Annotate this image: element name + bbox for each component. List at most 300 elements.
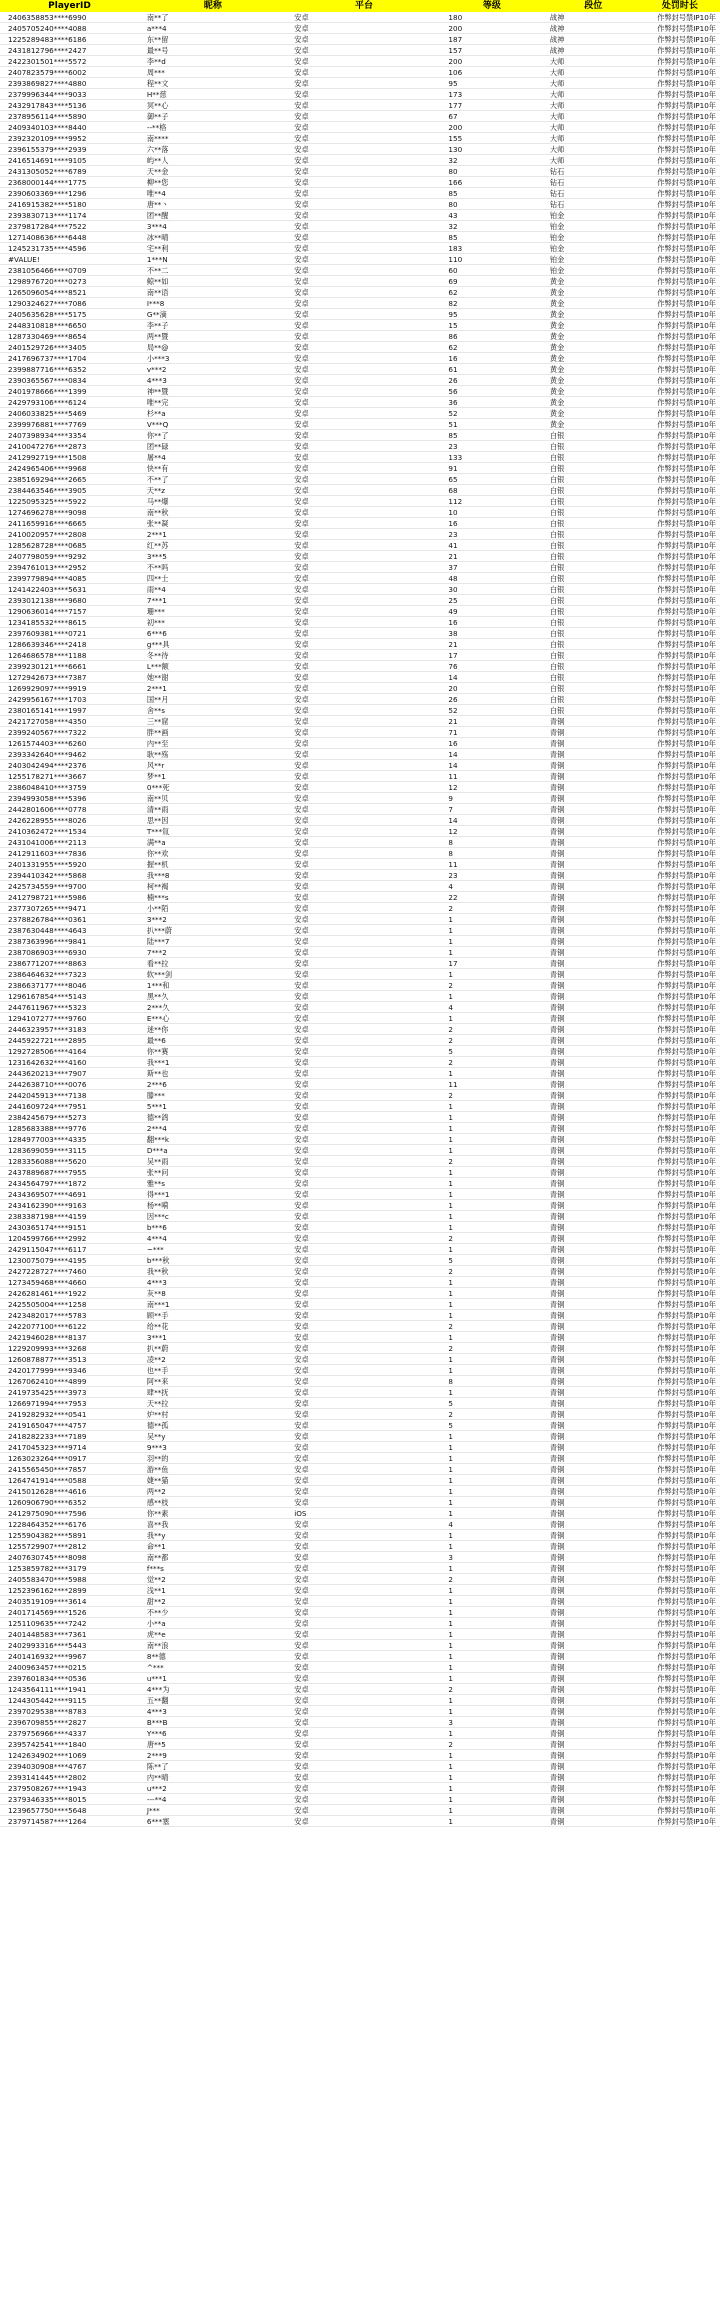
- cell-platform: 安卓: [294, 1377, 309, 1386]
- cell-rank: 白银: [549, 486, 565, 495]
- cell-rank: 白银: [549, 673, 565, 682]
- cell-nickname: u***1: [146, 1674, 167, 1683]
- cell-level: 1: [448, 1135, 453, 1144]
- cell-player-id: 2412911603****7836: [8, 849, 87, 858]
- cell-level: 1: [448, 1245, 453, 1254]
- cell-nickname: 柳**您: [146, 178, 169, 187]
- cell-platform: 安卓: [294, 343, 309, 352]
- table-row: [0, 1178, 720, 1189]
- table-row: [0, 617, 720, 628]
- cell-player-id: 2379996344****9033: [8, 90, 87, 99]
- cell-rank: 青铜: [549, 1289, 565, 1298]
- cell-platform: 安卓: [294, 1784, 309, 1793]
- cell-platform: 安卓: [294, 772, 309, 781]
- cell-nickname: 8**德: [146, 1652, 166, 1661]
- cell-nickname: 南**贝: [146, 794, 169, 803]
- cell-player-id: 2390603369****1296: [8, 189, 87, 198]
- cell-level: 71: [448, 728, 458, 737]
- cell-nickname: 3***5: [146, 552, 167, 561]
- cell-nickname: 李**d: [146, 57, 166, 66]
- cell-penalty: 作弊封号禁IP10年: [657, 1553, 716, 1562]
- cell-rank: 青铜: [549, 1157, 565, 1166]
- cell-penalty: 作弊封号禁IP10年: [657, 519, 716, 528]
- cell-platform: 安卓: [294, 519, 309, 528]
- table-row: [0, 584, 720, 595]
- cell-player-id: 2393869827****4880: [8, 79, 87, 88]
- cell-rank: 青铜: [549, 992, 565, 1001]
- table-row: [0, 386, 720, 397]
- cell-rank: 青铜: [549, 1520, 565, 1529]
- cell-player-id: 1271408636****6448: [8, 233, 87, 242]
- cell-rank: 白银: [549, 519, 565, 528]
- cell-penalty: 作弊封号禁IP10年: [657, 1542, 716, 1551]
- cell-platform: 安卓: [294, 1333, 309, 1342]
- cell-platform: 安卓: [294, 794, 309, 803]
- cell-rank: 白银: [549, 475, 565, 484]
- cell-nickname: 胖**画: [146, 728, 169, 737]
- cell-platform: 安卓: [294, 1432, 309, 1441]
- cell-level: 60: [448, 266, 458, 275]
- cell-rank: 白银: [549, 607, 565, 616]
- cell-rank: 战神: [549, 35, 565, 44]
- cell-player-id: 2377307265****9471: [8, 904, 87, 913]
- cell-penalty: 作弊封号禁IP10年: [657, 1806, 716, 1815]
- cell-player-id: 1269929097****9919: [8, 684, 87, 693]
- cell-penalty: 作弊封号禁IP10年: [657, 838, 716, 847]
- cell-platform: 安卓: [294, 442, 309, 451]
- cell-platform: 安卓: [294, 860, 309, 869]
- cell-player-id: 2405583470****5988: [8, 1575, 87, 1584]
- cell-penalty: 作弊封号禁IP10年: [657, 211, 716, 220]
- table-row: [0, 353, 720, 364]
- cell-rank: 青铜: [549, 1597, 565, 1606]
- table-row: [0, 210, 720, 221]
- cell-rank: 青铜: [549, 772, 565, 781]
- cell-nickname: 张**问: [146, 1168, 169, 1177]
- cell-penalty: 作弊封号禁IP10年: [657, 145, 716, 154]
- table-row: [0, 1761, 720, 1772]
- cell-level: 1: [448, 1509, 453, 1518]
- cell-penalty: 作弊封号禁IP10年: [657, 585, 716, 594]
- cell-penalty: 作弊封号禁IP10年: [657, 1707, 716, 1716]
- cell-rank: 青铜: [549, 1377, 565, 1386]
- table-row: [0, 23, 720, 34]
- cell-rank: 青铜: [549, 1311, 565, 1320]
- table-row: [0, 155, 720, 166]
- cell-nickname: 2***1: [146, 684, 167, 693]
- cell-penalty: 作弊封号禁IP10年: [657, 1113, 716, 1122]
- table-row: [0, 45, 720, 56]
- cell-level: 5: [448, 1047, 453, 1056]
- cell-penalty: 作弊封号禁IP10年: [657, 189, 716, 198]
- table-row: [0, 1189, 720, 1200]
- cell-rank: 钻石: [549, 189, 565, 198]
- cell-platform: 安卓: [294, 662, 309, 671]
- cell-player-id: 2415565450****7857: [8, 1465, 87, 1474]
- cell-level: 2: [448, 1058, 453, 1067]
- cell-penalty: 作弊封号禁IP10年: [657, 1256, 716, 1265]
- table-row: [0, 1134, 720, 1145]
- cell-rank: 铂金: [549, 211, 565, 220]
- table-row: [0, 595, 720, 606]
- cell-player-id: 1231642632****4160: [8, 1058, 87, 1067]
- cell-nickname: 滕***: [146, 1091, 165, 1100]
- cell-player-id: 1264686578****1188: [8, 651, 87, 660]
- cell-player-id: 2429115047****6117: [8, 1245, 87, 1254]
- cell-penalty: 作弊封号禁IP10年: [657, 1564, 716, 1573]
- cell-nickname: 2***9: [146, 1751, 167, 1760]
- cell-platform: 安卓: [294, 365, 309, 374]
- cell-player-id: 2379817284****7522: [8, 222, 87, 231]
- cell-player-id: 2442638710****0076: [8, 1080, 87, 1089]
- cell-level: 65: [448, 475, 458, 484]
- cell-penalty: 作弊封号禁IP10年: [657, 1465, 716, 1474]
- cell-penalty: 作弊封号禁IP10年: [657, 1443, 716, 1452]
- cell-penalty: 作弊封号禁IP10年: [657, 497, 716, 506]
- cell-nickname: 4***为: [146, 1685, 170, 1694]
- cell-platform: 安卓: [294, 739, 309, 748]
- cell-player-id: 2429793106****6124: [8, 398, 87, 407]
- cell-penalty: 作弊封号禁IP10年: [657, 1718, 716, 1727]
- table-row: [0, 1651, 720, 1662]
- cell-level: 85: [448, 233, 458, 242]
- cell-rank: 青铜: [549, 1025, 565, 1034]
- cell-penalty: 作弊封号禁IP10年: [657, 1674, 716, 1683]
- cell-level: 157: [448, 46, 463, 55]
- cell-level: 8: [448, 849, 453, 858]
- cell-penalty: 作弊封号禁IP10年: [657, 1795, 716, 1804]
- cell-nickname: 3***1: [146, 1333, 167, 1342]
- cell-rank: 白银: [549, 552, 565, 561]
- cell-level: 76: [448, 662, 458, 671]
- cell-platform: 安卓: [294, 552, 309, 561]
- cell-nickname: 南**秋: [146, 508, 169, 517]
- cell-platform: 安卓: [294, 761, 309, 770]
- cell-player-id: 2427228727****7460: [8, 1267, 87, 1276]
- cell-level: 23: [448, 530, 458, 539]
- header-rank: 段位: [584, 1, 603, 11]
- cell-rank: 钻石: [549, 200, 565, 209]
- cell-player-id: 2429956167****1703: [8, 695, 87, 704]
- cell-penalty: 作弊封号禁IP10年: [657, 79, 716, 88]
- cell-rank: 铂金: [549, 255, 565, 264]
- cell-rank: 青铜: [549, 717, 565, 726]
- cell-platform: 安卓: [294, 409, 309, 418]
- cell-platform: 安卓: [294, 992, 309, 1001]
- cell-nickname: u***2: [146, 1784, 167, 1793]
- cell-level: 1: [448, 1608, 453, 1617]
- cell-platform: 安卓: [294, 1102, 309, 1111]
- cell-rank: 战神: [549, 46, 565, 55]
- cell-player-id: 2407798059****9292: [8, 552, 87, 561]
- cell-player-id: 2412992719****1508: [8, 453, 87, 462]
- cell-level: 61: [448, 365, 458, 374]
- cell-penalty: 作弊封号禁IP10年: [657, 1366, 716, 1375]
- table-row: [0, 529, 720, 540]
- cell-player-id: 1292728506****4164: [8, 1047, 87, 1056]
- cell-nickname: L***额: [146, 662, 169, 671]
- cell-penalty: 作弊封号禁IP10年: [657, 1432, 716, 1441]
- cell-rank: 青铜: [549, 1014, 565, 1023]
- cell-rank: 青铜: [549, 1553, 565, 1562]
- cell-platform: 安卓: [294, 1080, 309, 1089]
- cell-player-id: 2386048410****3759: [8, 783, 87, 792]
- cell-nickname: 屿**人: [146, 156, 169, 165]
- cell-rank: 青铜: [549, 1388, 565, 1397]
- cell-level: 3: [448, 1553, 453, 1562]
- cell-nickname: 羽**的: [146, 1454, 169, 1463]
- table-row: [0, 1167, 720, 1178]
- cell-nickname: 6***塞: [146, 1817, 170, 1826]
- cell-penalty: 作弊封号禁IP10年: [657, 673, 716, 682]
- cell-player-id: 2381056466****0709: [8, 266, 87, 275]
- cell-level: 1: [448, 1597, 453, 1606]
- cell-platform: 安卓: [294, 651, 309, 660]
- table-row: [0, 1607, 720, 1618]
- cell-player-id: 2394410342****5868: [8, 871, 87, 880]
- cell-level: 11: [448, 860, 458, 869]
- cell-player-id: 1243564111****1941: [8, 1685, 87, 1694]
- table-row: [0, 144, 720, 155]
- cell-nickname: 灰**8: [146, 1289, 166, 1298]
- cell-level: 1: [448, 1366, 453, 1375]
- cell-rank: 青铜: [549, 981, 565, 990]
- cell-player-id: 2401448583****7361: [8, 1630, 87, 1639]
- cell-penalty: 作弊封号禁IP10年: [657, 1168, 716, 1177]
- cell-penalty: 作弊封号禁IP10年: [657, 948, 716, 957]
- cell-platform: 安卓: [294, 1234, 309, 1243]
- cell-rank: 青铜: [549, 1487, 565, 1496]
- cell-platform: 安卓: [294, 783, 309, 792]
- cell-platform: 安卓: [294, 1795, 309, 1804]
- header-row: [0, 0, 720, 12]
- cell-nickname: 握**机: [146, 860, 169, 869]
- cell-player-id: 1245231735****4596: [8, 244, 87, 253]
- cell-player-id: 2397029538****8783: [8, 1707, 87, 1716]
- cell-player-id: 1294107277****9760: [8, 1014, 87, 1023]
- table-row: [0, 1233, 720, 1244]
- cell-rank: 青铜: [549, 1806, 565, 1815]
- cell-nickname: 御**子: [146, 112, 169, 121]
- cell-rank: 青铜: [549, 1256, 565, 1265]
- cell-player-id: 2386464632****7323: [8, 970, 87, 979]
- cell-player-id: 2401331955****5920: [8, 860, 87, 869]
- cell-level: 1: [448, 1762, 453, 1771]
- cell-player-id: 1283699059****3115: [8, 1146, 87, 1155]
- cell-penalty: 作弊封号禁IP10年: [657, 156, 716, 165]
- cell-nickname: 1***N: [146, 255, 168, 264]
- table-row: [0, 1387, 720, 1398]
- table-row: [0, 1783, 720, 1794]
- cell-platform: 安卓: [294, 1212, 309, 1221]
- cell-level: 1: [448, 1300, 453, 1309]
- cell-player-id: 2385169294****2665: [8, 475, 87, 484]
- cell-player-id: 2416915382****5180: [8, 200, 87, 209]
- table-row: [0, 1310, 720, 1321]
- cell-nickname: 国**月: [146, 695, 169, 704]
- cell-level: 183: [448, 244, 463, 253]
- cell-nickname: 扒***蔚: [146, 926, 173, 935]
- cell-level: 1: [448, 1817, 453, 1826]
- cell-level: 4: [448, 1520, 453, 1529]
- cell-rank: 青铜: [549, 1135, 565, 1144]
- cell-level: 10: [448, 508, 458, 517]
- cell-nickname: 冰**晴: [146, 233, 169, 242]
- cell-level: 91: [448, 464, 458, 473]
- cell-level: 1: [448, 1564, 453, 1573]
- cell-level: 38: [448, 629, 458, 638]
- cell-penalty: 作弊封号禁IP10年: [657, 1322, 716, 1331]
- cell-player-id: 1234185532****8615: [8, 618, 87, 627]
- cell-platform: 安卓: [294, 79, 309, 88]
- cell-platform: 安卓: [294, 607, 309, 616]
- cell-level: 1: [448, 1223, 453, 1232]
- table-row: [0, 1508, 720, 1519]
- cell-penalty: 作弊封号禁IP10年: [657, 706, 716, 715]
- cell-level: 49: [448, 607, 458, 616]
- cell-penalty: 作弊封号禁IP10年: [657, 277, 716, 286]
- cell-level: 1: [448, 1355, 453, 1364]
- table-row: [0, 1354, 720, 1365]
- cell-nickname: 耿**殇: [146, 750, 169, 759]
- cell-level: 80: [448, 200, 458, 209]
- cell-player-id: 2393830713****1174: [8, 211, 87, 220]
- cell-nickname: ---**4: [146, 1795, 167, 1804]
- cell-penalty: 作弊封号禁IP10年: [657, 464, 716, 473]
- table-row: [0, 188, 720, 199]
- cell-platform: 安卓: [294, 1201, 309, 1210]
- table-row: [0, 1497, 720, 1508]
- cell-level: 200: [448, 24, 463, 33]
- cell-platform: 安卓: [294, 134, 309, 143]
- table-row: [0, 1684, 720, 1695]
- cell-level: 12: [448, 827, 458, 836]
- cell-penalty: 作弊封号禁IP10年: [657, 1740, 716, 1749]
- cell-rank: 黄金: [549, 332, 565, 341]
- cell-nickname: 舍**s: [146, 706, 165, 715]
- table-row: [0, 1376, 720, 1387]
- cell-penalty: 作弊封号禁IP10年: [657, 761, 716, 770]
- cell-level: 17: [448, 959, 458, 968]
- cell-platform: 安卓: [294, 981, 309, 990]
- cell-rank: 大师: [549, 90, 565, 99]
- table-row: [0, 485, 720, 496]
- cell-penalty: 作弊封号禁IP10年: [657, 1388, 716, 1397]
- table-row: [0, 705, 720, 716]
- table-row: [0, 859, 720, 870]
- cell-rank: 白银: [549, 541, 565, 550]
- cell-rank: 青铜: [549, 739, 565, 748]
- cell-platform: 安卓: [294, 1190, 309, 1199]
- cell-platform: 安卓: [294, 574, 309, 583]
- cell-level: 1: [448, 1663, 453, 1672]
- cell-penalty: 作弊封号禁IP10年: [657, 1751, 716, 1760]
- cell-rank: 青铜: [549, 948, 565, 957]
- cell-platform: 安卓: [294, 596, 309, 605]
- cell-platform: 安卓: [294, 1542, 309, 1551]
- table-row: [0, 1739, 720, 1750]
- cell-rank: 青铜: [549, 1696, 565, 1705]
- table-row: [0, 1266, 720, 1277]
- cell-level: 2: [448, 1685, 453, 1694]
- cell-player-id: 2418282233****7189: [8, 1432, 87, 1441]
- table-row: [0, 1013, 720, 1024]
- cell-platform: 安卓: [294, 1388, 309, 1397]
- table-row: [0, 408, 720, 419]
- cell-penalty: 作弊封号禁IP10年: [657, 1124, 716, 1133]
- cell-nickname: 7***1: [146, 596, 167, 605]
- cell-platform: 安卓: [294, 1729, 309, 1738]
- cell-nickname: 四**士: [146, 574, 169, 583]
- cell-platform: 安卓: [294, 530, 309, 539]
- cell-penalty: 作弊封号禁IP10年: [657, 1531, 716, 1540]
- table-row: [0, 518, 720, 529]
- cell-platform: 安卓: [294, 1025, 309, 1034]
- cell-penalty: 作弊封号禁IP10年: [657, 1630, 716, 1639]
- cell-player-id: 2400963457****0215: [8, 1663, 87, 1672]
- cell-rank: 青铜: [549, 1586, 565, 1595]
- table-row: [0, 760, 720, 771]
- cell-player-id: 2442045913****7138: [8, 1091, 87, 1100]
- cell-penalty: 作弊封号禁IP10年: [657, 1685, 716, 1694]
- cell-rank: 黄金: [549, 365, 565, 374]
- cell-platform: 安卓: [294, 1806, 309, 1815]
- header-level: 等级: [482, 1, 501, 11]
- cell-penalty: 作弊封号禁IP10年: [657, 431, 716, 440]
- cell-penalty: 作弊封号禁IP10年: [657, 1641, 716, 1650]
- cell-level: 1: [448, 1278, 453, 1287]
- cell-platform: 安卓: [294, 1146, 309, 1155]
- table-row: [0, 1046, 720, 1057]
- cell-nickname: E***心: [146, 1014, 170, 1023]
- cell-player-id: 2434369507****4691: [8, 1190, 87, 1199]
- cell-level: 85: [448, 431, 458, 440]
- cell-player-id: 2406033825****5469: [8, 409, 87, 418]
- cell-player-id: 1266971994****7953: [8, 1399, 87, 1408]
- cell-rank: 青铜: [549, 1047, 565, 1056]
- cell-rank: 青铜: [549, 1278, 565, 1287]
- table-row: [0, 936, 720, 947]
- cell-penalty: 作弊封号禁IP10年: [657, 1410, 716, 1419]
- cell-nickname: 不**二: [146, 266, 169, 275]
- cell-nickname: 风**r: [146, 761, 165, 770]
- table-row: [0, 1618, 720, 1629]
- cell-platform: 安卓: [294, 332, 309, 341]
- cell-penalty: 作弊封号禁IP10年: [657, 1311, 716, 1320]
- cell-platform: 安卓: [294, 178, 309, 187]
- cell-level: 2: [448, 1344, 453, 1353]
- cell-rank: 大师: [549, 101, 565, 110]
- cell-penalty: 作弊封号禁IP10年: [657, 717, 716, 726]
- cell-rank: 青铜: [549, 783, 565, 792]
- cell-platform: 安卓: [294, 222, 309, 231]
- cell-platform: 安卓: [294, 255, 309, 264]
- cell-nickname: 天**拉: [146, 1399, 169, 1408]
- cell-level: 9: [448, 794, 453, 803]
- cell-nickname: b***秋: [146, 1256, 170, 1265]
- cell-nickname: a***4: [146, 24, 167, 33]
- cell-rank: 青铜: [549, 1069, 565, 1078]
- cell-level: 130: [448, 145, 463, 154]
- cell-level: 14: [448, 750, 458, 759]
- cell-penalty: 作弊封号禁IP10年: [657, 255, 716, 264]
- table-row: [0, 67, 720, 78]
- cell-level: 1: [448, 1542, 453, 1551]
- cell-penalty: 作弊封号禁IP10年: [657, 530, 716, 539]
- cell-rank: 青铜: [549, 1267, 565, 1276]
- cell-platform: 安卓: [294, 838, 309, 847]
- cell-nickname: 吴**雨: [146, 1157, 169, 1166]
